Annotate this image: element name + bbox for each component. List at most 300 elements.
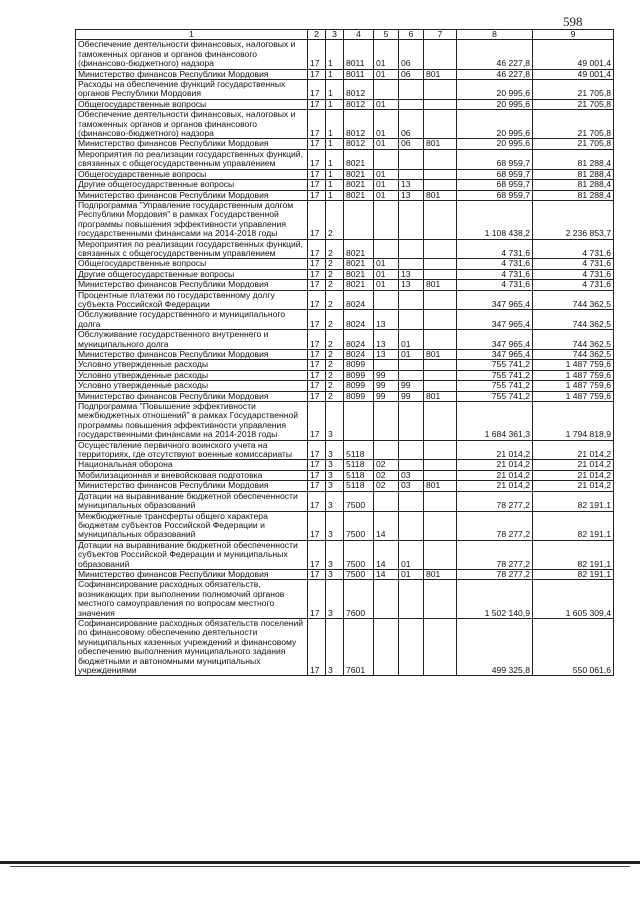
row-code-7	[424, 239, 457, 259]
row-value-8: 21 014,2	[457, 460, 533, 470]
table-row	[76, 540, 614, 569]
column-header: 3	[326, 30, 344, 40]
row-code-7	[424, 269, 457, 279]
table-row	[76, 180, 614, 190]
row-name: Министерство финансов Республики Мордовия	[76, 391, 308, 401]
row-name: Процентные платежи по государственному долгу субъекта Российской Федерации	[76, 290, 308, 310]
row-code-7: 801	[424, 190, 457, 200]
row-code-2: 17	[308, 402, 326, 441]
row-code-4: 8024	[344, 350, 374, 360]
row-code-2: 17	[308, 470, 326, 480]
row-value-9: 744 362,5	[533, 310, 614, 330]
row-code-6	[399, 402, 424, 441]
row-value-9: 81 288,4	[533, 149, 614, 169]
row-name: Мероприятия по реализации государственных функций, связанных с общегосударственным управлением	[76, 149, 308, 169]
row-code-3: 1	[326, 190, 344, 200]
table-row	[76, 269, 614, 279]
row-code-2: 17	[308, 149, 326, 169]
row-value-9: 4 731,6	[533, 259, 614, 269]
row-name: Министерство финансов Республики Мордовия	[76, 190, 308, 200]
row-code-2: 17	[308, 290, 326, 310]
table-row	[76, 370, 614, 380]
column-header: 5	[374, 30, 399, 40]
row-value-9: 81 288,4	[533, 190, 614, 200]
row-name: Подпрограмма "Управление государственным долгом Республики Мордовия" в рамках Государственной программы повышения эффективности управления государственными финансами на 2014-2018 годы	[76, 200, 308, 239]
row-value-9: 81 288,4	[533, 180, 614, 190]
column-header: 7	[424, 30, 457, 40]
row-code-6: 13	[399, 190, 424, 200]
row-value-8: 4 731,6	[457, 259, 533, 269]
row-name: Министерство финансов Республики Мордовия	[76, 350, 308, 360]
row-code-7	[424, 460, 457, 470]
row-value-8: 755 741,2	[457, 370, 533, 380]
row-code-4: 5118	[344, 470, 374, 480]
row-value-9: 744 362,5	[533, 290, 614, 310]
row-code-7: 801	[424, 350, 457, 360]
row-value-8: 1 684 361,3	[457, 402, 533, 441]
row-code-6	[399, 99, 424, 109]
table-row	[76, 40, 614, 69]
row-code-5	[374, 402, 399, 441]
row-code-2: 17	[308, 169, 326, 179]
row-code-4: 8021	[344, 259, 374, 269]
row-code-4: 7601	[344, 618, 374, 675]
row-value-9: 21 705,8	[533, 139, 614, 149]
table-row	[76, 511, 614, 540]
row-value-8: 499 325,8	[457, 618, 533, 675]
row-value-8: 21 014,2	[457, 470, 533, 480]
budget-table	[75, 29, 614, 676]
row-value-8: 68 959,7	[457, 190, 533, 200]
row-code-6: 01	[399, 569, 424, 579]
row-code-5	[374, 200, 399, 239]
row-code-4	[344, 200, 374, 239]
row-code-3: 1	[326, 69, 344, 79]
row-code-7	[424, 110, 457, 139]
row-value-8: 347 965,4	[457, 350, 533, 360]
table-row	[76, 491, 614, 511]
row-code-4: 8024	[344, 290, 374, 310]
row-value-8: 4 731,6	[457, 239, 533, 259]
row-code-3: 3	[326, 481, 344, 491]
row-code-4: 8012	[344, 139, 374, 149]
row-code-6: 06	[399, 69, 424, 79]
column-header: 4	[344, 30, 374, 40]
row-code-7	[424, 440, 457, 460]
row-code-4: 8011	[344, 69, 374, 79]
row-code-4: 8021	[344, 280, 374, 290]
row-code-3: 2	[326, 381, 344, 391]
row-value-9: 744 362,5	[533, 330, 614, 350]
row-value-8: 20 995,6	[457, 80, 533, 100]
row-code-3: 2	[326, 259, 344, 269]
row-code-5: 02	[374, 460, 399, 470]
row-value-8: 347 965,4	[457, 310, 533, 330]
row-name: Министерство финансов Республики Мордовия	[76, 569, 308, 579]
table-row	[76, 470, 614, 480]
row-code-6	[399, 360, 424, 370]
row-code-5	[374, 618, 399, 675]
row-value-8: 68 959,7	[457, 169, 533, 179]
row-code-6: 01	[399, 540, 424, 569]
row-code-4: 8099	[344, 360, 374, 370]
row-code-4: 8011	[344, 40, 374, 69]
table-row	[76, 139, 614, 149]
table-row	[76, 110, 614, 139]
row-code-5: 14	[374, 569, 399, 579]
row-code-4: 8024	[344, 330, 374, 350]
row-code-2: 17	[308, 460, 326, 470]
row-code-6: 01	[399, 330, 424, 350]
row-code-2: 17	[308, 540, 326, 569]
row-code-7	[424, 80, 457, 100]
row-code-7	[424, 470, 457, 480]
row-code-5: 01	[374, 190, 399, 200]
row-code-5: 01	[374, 40, 399, 69]
row-code-3: 1	[326, 149, 344, 169]
row-code-7: 801	[424, 69, 457, 79]
row-value-9: 82 191,1	[533, 569, 614, 579]
column-header: 9	[533, 30, 614, 40]
row-code-7	[424, 149, 457, 169]
row-code-7	[424, 370, 457, 380]
row-code-5: 01	[374, 139, 399, 149]
row-code-6	[399, 290, 424, 310]
row-value-8: 20 995,6	[457, 99, 533, 109]
row-value-9: 21 705,8	[533, 99, 614, 109]
row-code-4: 8021	[344, 149, 374, 169]
row-code-2: 17	[308, 481, 326, 491]
row-value-8: 1 502 140,9	[457, 580, 533, 619]
row-name: Министерство финансов Республики Мордовия	[76, 481, 308, 491]
table-row	[76, 440, 614, 460]
row-value-9: 82 191,1	[533, 540, 614, 569]
row-code-5: 14	[374, 540, 399, 569]
row-value-9: 4 731,6	[533, 269, 614, 279]
column-header: 6	[399, 30, 424, 40]
table-row	[76, 569, 614, 579]
row-code-5	[374, 239, 399, 259]
row-code-6	[399, 370, 424, 380]
row-name: Другие общегосударственные вопросы	[76, 180, 308, 190]
row-value-8: 46 227,8	[457, 40, 533, 69]
row-code-2: 17	[308, 370, 326, 380]
row-name: Мобилизационная и вневойсковая подготовка	[76, 470, 308, 480]
row-code-3: 2	[326, 280, 344, 290]
row-name: Другие общегосударственные вопросы	[76, 269, 308, 279]
table-row	[76, 460, 614, 470]
table-row	[76, 239, 614, 259]
row-code-4: 8099	[344, 391, 374, 401]
row-value-8: 78 277,2	[457, 540, 533, 569]
row-code-4: 7500	[344, 491, 374, 511]
row-code-3: 3	[326, 402, 344, 441]
row-code-3: 2	[326, 350, 344, 360]
table-row	[76, 381, 614, 391]
row-code-3: 2	[326, 290, 344, 310]
row-code-7	[424, 180, 457, 190]
row-name: Мероприятия по реализации государственных функций, связанных с общегосударственным управлением	[76, 239, 308, 259]
row-value-8: 755 741,2	[457, 360, 533, 370]
row-code-5: 13	[374, 350, 399, 360]
row-code-4: 8012	[344, 99, 374, 109]
row-code-2: 17	[308, 491, 326, 511]
row-name: Условно утвержденные расходы	[76, 370, 308, 380]
row-value-8: 755 741,2	[457, 391, 533, 401]
row-code-6: 13	[399, 269, 424, 279]
row-code-2: 17	[308, 239, 326, 259]
row-value-9: 49 001,4	[533, 40, 614, 69]
row-value-9: 21 014,2	[533, 460, 614, 470]
row-code-2: 17	[308, 280, 326, 290]
row-code-4: 5118	[344, 481, 374, 491]
row-value-9: 744 362,5	[533, 350, 614, 360]
row-code-5: 99	[374, 391, 399, 401]
row-code-3: 2	[326, 200, 344, 239]
row-value-8: 78 277,2	[457, 511, 533, 540]
table-row	[76, 350, 614, 360]
row-code-7	[424, 540, 457, 569]
row-value-9: 21 014,2	[533, 481, 614, 491]
table-row	[76, 190, 614, 200]
table-row	[76, 149, 614, 169]
row-code-7: 801	[424, 391, 457, 401]
row-name: Подпрограмма "Повышение эффективности межбюджетных отношений" в рамках Государственной программы повышения эффективности управления государственными финансами на 2014-2018 годы	[76, 402, 308, 441]
row-value-8: 4 731,6	[457, 280, 533, 290]
row-code-5: 14	[374, 511, 399, 540]
table-row	[76, 618, 614, 675]
row-code-6	[399, 239, 424, 259]
row-value-8: 46 227,8	[457, 69, 533, 79]
row-code-5	[374, 149, 399, 169]
table-row	[76, 310, 614, 330]
row-code-2: 17	[308, 391, 326, 401]
row-code-3: 1	[326, 40, 344, 69]
row-code-4: 8012	[344, 80, 374, 100]
column-header: 2	[308, 30, 326, 40]
row-value-8: 347 965,4	[457, 290, 533, 310]
row-code-6	[399, 460, 424, 470]
row-code-2: 17	[308, 110, 326, 139]
header-row	[76, 30, 614, 40]
row-value-9: 21 014,2	[533, 470, 614, 480]
row-value-8: 21 014,2	[457, 481, 533, 491]
row-code-3: 3	[326, 540, 344, 569]
row-code-4: 7500	[344, 569, 374, 579]
row-code-7	[424, 259, 457, 269]
row-code-6: 03	[399, 481, 424, 491]
row-code-7	[424, 580, 457, 619]
row-code-3: 2	[326, 391, 344, 401]
row-code-3: 3	[326, 470, 344, 480]
row-code-7	[424, 200, 457, 239]
row-code-2: 17	[308, 40, 326, 69]
row-code-2: 17	[308, 259, 326, 269]
row-name: Общегосударственные вопросы	[76, 259, 308, 269]
table-row	[76, 360, 614, 370]
row-code-4: 7500	[344, 540, 374, 569]
row-code-4: 7600	[344, 580, 374, 619]
row-code-5	[374, 580, 399, 619]
row-name: Обеспечение деятельности финансовых, налоговых и таможенных органов и органов финансового (финансово-бюджетного) надзора	[76, 40, 308, 69]
table-row	[76, 402, 614, 441]
row-value-9: 1 487 759,6	[533, 381, 614, 391]
table-row	[76, 481, 614, 491]
row-name: Обслуживание государственного и муниципального долга	[76, 310, 308, 330]
row-code-2: 17	[308, 69, 326, 79]
table-row	[76, 280, 614, 290]
row-code-7: 801	[424, 569, 457, 579]
row-code-2: 17	[308, 330, 326, 350]
row-code-6	[399, 80, 424, 100]
row-code-6	[399, 149, 424, 169]
table-row	[76, 169, 614, 179]
row-code-5: 13	[374, 310, 399, 330]
row-code-7: 801	[424, 139, 457, 149]
row-code-3: 2	[326, 269, 344, 279]
row-code-7	[424, 381, 457, 391]
row-code-6	[399, 618, 424, 675]
table-row	[76, 290, 614, 310]
row-value-9: 1 487 759,6	[533, 391, 614, 401]
row-code-5: 01	[374, 280, 399, 290]
row-code-3: 1	[326, 99, 344, 109]
row-value-9: 82 191,1	[533, 491, 614, 511]
row-code-3: 3	[326, 618, 344, 675]
row-code-6	[399, 169, 424, 179]
row-value-8: 347 965,4	[457, 330, 533, 350]
row-code-2: 17	[308, 139, 326, 149]
row-code-2: 17	[308, 200, 326, 239]
row-value-9: 2 236 853,7	[533, 200, 614, 239]
row-name: Общегосударственные вопросы	[76, 169, 308, 179]
row-code-3: 2	[326, 310, 344, 330]
row-code-2: 17	[308, 180, 326, 190]
row-code-2: 17	[308, 569, 326, 579]
row-code-6	[399, 511, 424, 540]
row-value-8: 68 959,7	[457, 180, 533, 190]
row-code-7	[424, 290, 457, 310]
row-code-4: 8012	[344, 110, 374, 139]
row-value-8: 68 959,7	[457, 149, 533, 169]
row-value-8: 1 108 438,2	[457, 200, 533, 239]
row-code-6	[399, 440, 424, 460]
row-code-7: 801	[424, 280, 457, 290]
row-value-9: 550 061,6	[533, 618, 614, 675]
row-code-3: 3	[326, 440, 344, 460]
row-code-5: 99	[374, 381, 399, 391]
bottom-rule	[0, 861, 640, 864]
row-code-3: 3	[326, 511, 344, 540]
table-row	[76, 99, 614, 109]
row-value-8: 755 741,2	[457, 381, 533, 391]
row-code-2: 17	[308, 440, 326, 460]
row-value-8: 20 995,6	[457, 139, 533, 149]
row-code-4	[344, 402, 374, 441]
row-code-2: 17	[308, 310, 326, 330]
row-value-9: 21 705,8	[533, 110, 614, 139]
table-row	[76, 69, 614, 79]
row-code-3: 1	[326, 110, 344, 139]
row-code-7	[424, 40, 457, 69]
row-code-5	[374, 80, 399, 100]
row-name: Софинансирование расходных обязательств, возникающих при выполнении полномочий органов местного самоуправления по вопросам местного значения	[76, 580, 308, 619]
row-code-7	[424, 511, 457, 540]
bottom-rule-thin	[10, 866, 630, 867]
row-code-6	[399, 580, 424, 619]
row-code-5: 01	[374, 259, 399, 269]
table-row	[76, 580, 614, 619]
row-name: Национальная оборона	[76, 460, 308, 470]
row-code-2: 17	[308, 381, 326, 391]
row-code-7	[424, 99, 457, 109]
row-code-5: 01	[374, 169, 399, 179]
row-code-6: 06	[399, 139, 424, 149]
row-code-3: 2	[326, 330, 344, 350]
row-code-2: 17	[308, 350, 326, 360]
row-code-5	[374, 440, 399, 460]
row-name: Обеспечение деятельности финансовых, налоговых и таможенных органов и органов финансового (финансово-бюджетного) надзора	[76, 110, 308, 139]
row-code-5	[374, 491, 399, 511]
row-code-3: 1	[326, 139, 344, 149]
row-code-6: 13	[399, 180, 424, 190]
row-code-5: 01	[374, 110, 399, 139]
row-code-4: 8021	[344, 269, 374, 279]
row-code-3: 2	[326, 360, 344, 370]
row-value-8: 21 014,2	[457, 440, 533, 460]
row-value-8: 4 731,6	[457, 269, 533, 279]
row-code-6	[399, 200, 424, 239]
row-value-9: 4 731,6	[533, 239, 614, 259]
row-code-3: 2	[326, 239, 344, 259]
table-row	[76, 259, 614, 269]
row-code-6: 99	[399, 381, 424, 391]
row-code-2: 17	[308, 190, 326, 200]
row-value-9: 21 705,8	[533, 80, 614, 100]
row-value-8: 78 277,2	[457, 569, 533, 579]
row-name: Министерство финансов Республики Мордовия	[76, 139, 308, 149]
row-code-2: 17	[308, 360, 326, 370]
row-code-3: 2	[326, 370, 344, 380]
row-code-5: 13	[374, 330, 399, 350]
row-code-6	[399, 310, 424, 330]
row-value-9: 4 731,6	[533, 280, 614, 290]
row-code-4: 8021	[344, 180, 374, 190]
row-code-6	[399, 259, 424, 269]
row-code-4: 8021	[344, 190, 374, 200]
row-code-4: 5118	[344, 440, 374, 460]
row-value-9: 81 288,4	[533, 169, 614, 179]
column-header: 8	[457, 30, 533, 40]
row-code-2: 17	[308, 511, 326, 540]
row-name: Обслуживание государственного внутреннего и муниципального долга	[76, 330, 308, 350]
row-name: Общегосударственные вопросы	[76, 99, 308, 109]
row-value-8: 20 995,6	[457, 110, 533, 139]
row-code-6: 13	[399, 280, 424, 290]
row-code-7	[424, 330, 457, 350]
row-code-3: 3	[326, 569, 344, 579]
row-code-7: 801	[424, 481, 457, 491]
row-value-9: 1 605 309,4	[533, 580, 614, 619]
row-code-4: 7500	[344, 511, 374, 540]
row-value-9: 21 014,2	[533, 440, 614, 460]
row-code-7	[424, 402, 457, 441]
row-name: Расходы на обеспечение функций государственных органов Республики Мордовия	[76, 80, 308, 100]
table-row	[76, 200, 614, 239]
row-code-2: 17	[308, 580, 326, 619]
row-value-9: 82 191,1	[533, 511, 614, 540]
row-code-6: 99	[399, 391, 424, 401]
